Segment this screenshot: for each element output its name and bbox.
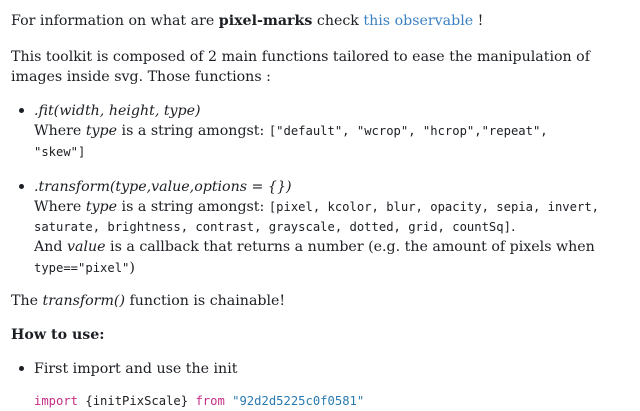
transform-value-line-2: type=="pixel") <box>34 260 135 276</box>
transform-options-line-2: saturate, brightness, contrast, grayscale, dotted, grid, countSq]. <box>34 219 516 235</box>
fit-signature: .fit(width, height, type) <box>34 103 201 119</box>
import-code-line: import {initPixScale} from "92d2d5225c0f0581" <box>34 394 365 408</box>
observable-link[interactable]: this observable <box>363 13 474 29</box>
transform-where-line: Where type is a string amongst: [pixel, kcolor, blur, opacity, sepia, invert, <box>34 199 599 215</box>
description-line-2: images inside svg. Those functions : <box>11 69 271 85</box>
intro-paragraph <box>11 11 483 31</box>
intro-bold-term: pixel-marks <box>218 13 313 29</box>
import-keyword: import <box>34 394 79 408</box>
howto-heading: How to use: <box>11 327 105 343</box>
list-bullet <box>19 108 24 113</box>
description-line-1: This toolkit is composed of 2 main functions tailored to ease the manipulation of <box>11 49 590 65</box>
intro-text-middle: check <box>312 13 364 29</box>
intro-text-end: ! <box>473 13 484 29</box>
chainable-paragraph: The transform() function is chainable! <box>11 293 286 309</box>
fit-options-code: ["default", "wcrop", "hcrop","repeat", <box>268 124 548 138</box>
module-string: "92d2d5225c0f0581" <box>224 394 365 408</box>
list-bullet <box>19 184 24 189</box>
fit-where-line: Where type is a string amongst: ["default", "wcrop", "hcrop","repeat", <box>34 123 548 139</box>
transform-value-line: And value is a callback that returns a number (e.g. the amount of pixels when <box>34 239 595 255</box>
list-bullet <box>19 366 24 371</box>
transform-signature: .transform(type,value,options = {}) <box>34 179 292 195</box>
type-pixel-code: type=="pixel" <box>34 261 130 275</box>
fit-options-line-2: "skew"] <box>34 145 86 159</box>
from-keyword: from <box>195 394 225 408</box>
howto-step-1: First import and use the init <box>34 361 238 377</box>
transform-options-code: [pixel, kcolor, blur, opacity, sepia, invert, <box>268 200 599 214</box>
intro-text: For information on what are <box>11 13 219 29</box>
